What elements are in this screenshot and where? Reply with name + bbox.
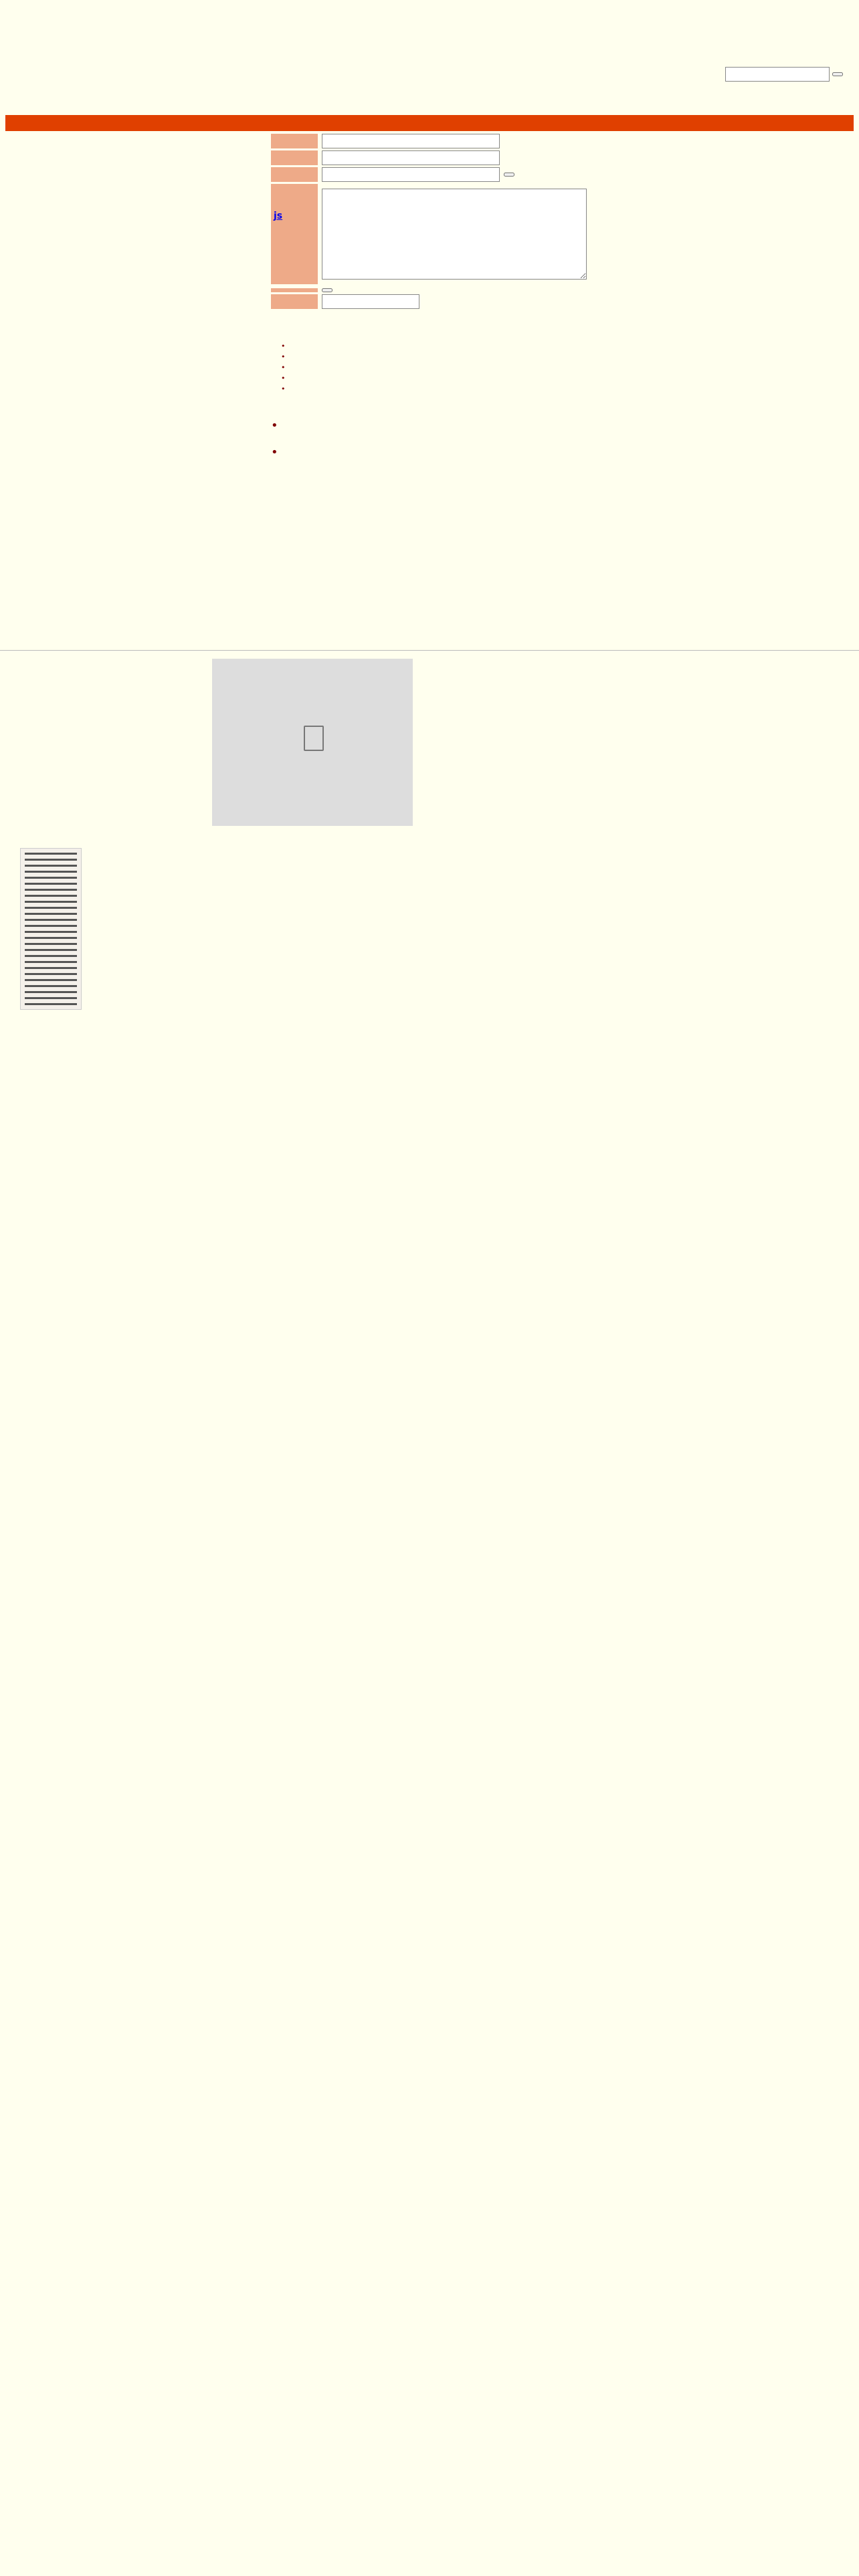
email-label [271, 150, 318, 165]
rule-item [281, 384, 286, 395]
submit-button[interactable] [504, 173, 514, 177]
rule-item [281, 373, 286, 384]
ad-image-placeholder [212, 659, 413, 826]
name-field[interactable] [322, 134, 500, 148]
name-label [271, 134, 318, 148]
choose-file-button[interactable] [322, 288, 332, 292]
email-field[interactable] [322, 150, 500, 165]
rule-item [281, 362, 286, 373]
divider [0, 650, 859, 651]
post-form [271, 134, 587, 313]
delkey-field[interactable] [322, 294, 419, 309]
file-label [271, 288, 318, 292]
catalog-nav: • [271, 445, 278, 459]
reply-mode-bar [5, 115, 854, 131]
subject-field[interactable] [322, 167, 500, 182]
subject-label [271, 167, 318, 182]
op-thumbnail[interactable] [20, 848, 82, 1010]
op-header [95, 851, 118, 861]
top-search [725, 67, 846, 82]
search-input[interactable] [725, 67, 830, 82]
rule-item [281, 341, 286, 352]
new-board: • [271, 419, 278, 433]
handwrite-link[interactable]: js [274, 211, 283, 221]
rule-item [281, 352, 286, 362]
comment-field[interactable] [322, 189, 587, 280]
search-button[interactable] [832, 72, 843, 76]
board-rules [281, 341, 286, 395]
broken-image-icon [304, 726, 324, 751]
delkey-label [271, 294, 318, 309]
